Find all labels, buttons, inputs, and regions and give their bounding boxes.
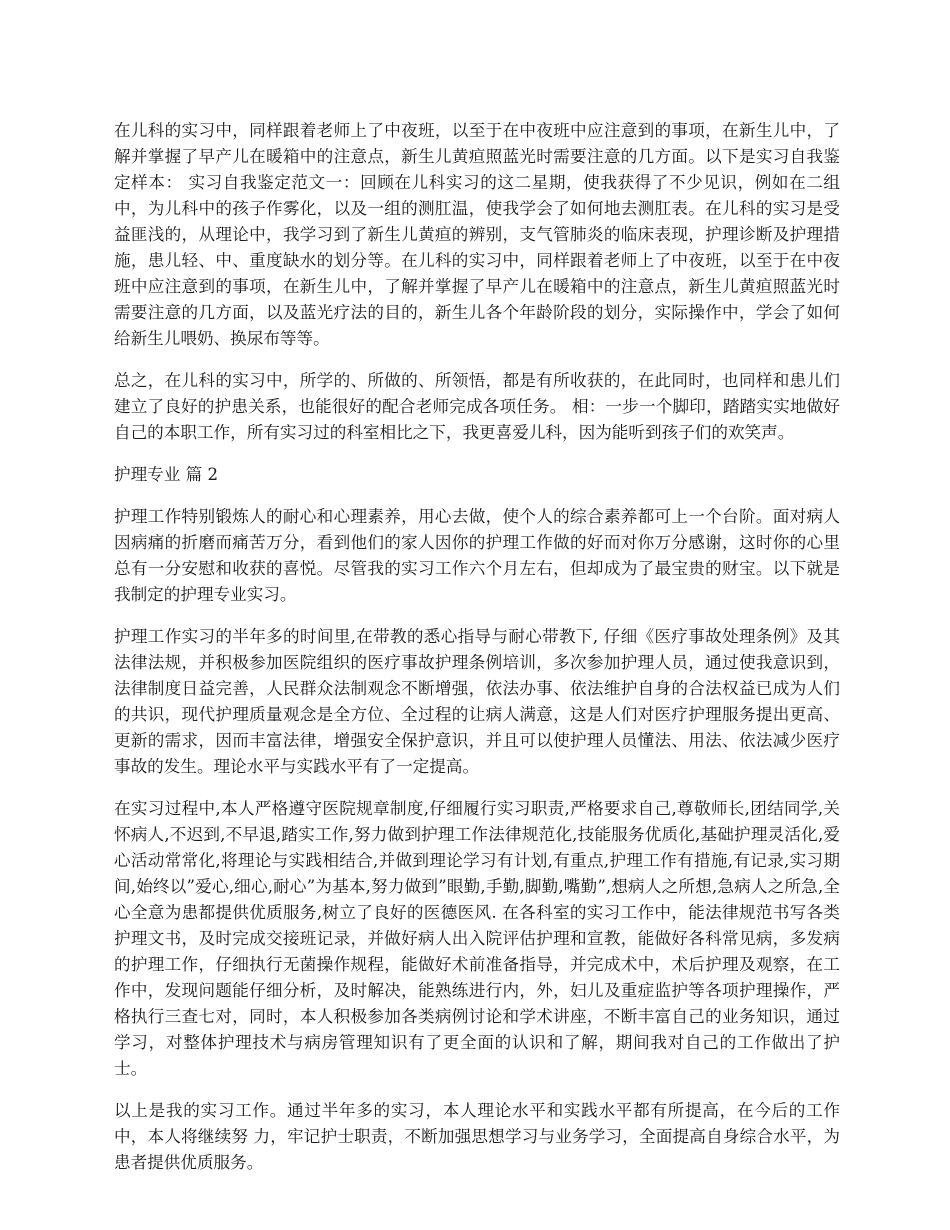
section-heading: 护理专业 篇 2 xyxy=(114,465,219,484)
paragraph-nursing-law: 护理工作实习的半年多的时间里,在带教的悉心指导与耐心带教下, 仔细《医疗事故处理条例》及其法律法规，并积极参加医院组织的医疗事故护理条例培训，多次参加护理人员，通过使我意识到，法律制度日益完善，人民群众法制观念不断增强，依法办事、依法维护自身的合法权益已成为人们的共识，现代护理质量观念是全方位、全过程的让病人满意，这是人们对医疗护理服务提出更高、更新的需求，因而丰富法律，增强安全保护意识，并且可以使护理人员懂法、用法、依法减少医疗事故的发生。理论水平与实践水平有了一定提高。 xyxy=(114,627,840,776)
paragraph-nursing-intro: 护理工作特别锻炼人的耐心和心理素养，用心去做，使个人的综合素养都可上一个台阶。面对病人因病痛的折磨而痛苦万分，看到他们的家人因你的护理工作做的好而对你万分感谢，这时你的心里总有一分安慰和收获的喜悦。尽管我的实习工作六个月左右，但却成为了最宝贵的财宝。以下就是我制定的护理专业实习。 xyxy=(114,507,840,604)
paragraph-pediatrics-summary: 总之，在儿科的实习中，所学的、所做的、所领悟，都是有所收获的，在此同时，也同样和患儿们建立了良好的护患关系，也能很好的配合老师完成各项任务。 相：一步一个脚印，踏踏实实地做好自己的本职工作，所有实习过的科室相比之下，我更喜爱儿科，因为能听到孩子们的欢笑声。 xyxy=(114,371,840,442)
paragraph-nursing-conclusion: 以上是我的实习工作。通过半年多的实习，本人理论水平和实践水平都有所提高，在今后的工作中，本人将继续努 力，牢记护士职责，不断加强思想学习与业务学习，全面提高自身综合水平，为患者提供优质服务。 xyxy=(114,1101,840,1172)
document-body xyxy=(114,118,840,1192)
paragraph-nursing-practice: 在实习过程中,本人严格遵守医院规章制度,仔细履行实习职责,严格要求自己,尊敬师长,团结同学,关怀病人,不迟到,不早退,踏实工作,努力做到护理工作法律规范化,技能服务优质化,基础护理灵活化,爱心活动常常化,将理论与实践相结合,并做到理论学习有计划,有重点,护理工作有措施,有记录,实习期间,始终以”爱心,细心,耐心”为基本,努力做到”眼勤,手勤,脚勤,嘴勤”,想病人之所想,急病人之所急,全心全意为患都提供优质服务,树立了良好的医德医风. 在各科室的实习工作中，能法律规范书写各类护理文书，及时完成交接班记录，并做好病人出入院评估护理和宣教，能做好各科常见病，多发病的护理工作，仔细执行无菌操作规程，能做好术前准备指导，并完成术中，术后护理及观察，在工作中，发现问题能仔细分析，及时解决，能熟练进行内，外，妇儿及重症监护等各项护理操作，严格执行三查七对，同时，本人积极参加各类病例讨论和学术讲座，不断丰富自己的业务知识，通过学习，对整体护理技术与病房管理知识有了更全面的认识和了解，期间我对自己的工作做出了护士。 xyxy=(114,799,840,1078)
paragraph-pediatrics-internship: 在儿科的实习中，同样跟着老师上了中夜班，以至于在中夜班中应注意到的事项，在新生儿中，了解并掌握了早产儿在暖箱中的注意点，新生儿黄疸照蓝光时需要注意的几方面。以下是实习自我鉴定样本： 实习自我鉴定范文一：回顾在儿科实习的这二星期，使我获得了不少见识，例如在二组中，为儿科中的孩子作雾化，以及一组的测肛温，使我学会了如何地去测肛表。在儿科的实习是受益匪浅的，从理论中，我学习到了新生儿黄疸的辨别，支气管肺炎的临床表现，护理诊断及护理措施，患儿轻、中、重度缺水的划分等。在儿科的实习中，同样跟着老师上了中夜班，以至于在中夜班中应注意到的事项，在新生儿中，了解并掌握了早产儿在暖箱中的注意点，新生儿黄疸照蓝光时需要注意的几方面，以及蓝光疗法的目的，新生儿各个年龄阶段的划分，实际操作中，学会了如何给新生儿喂奶、换尿布等等。 xyxy=(114,121,840,348)
